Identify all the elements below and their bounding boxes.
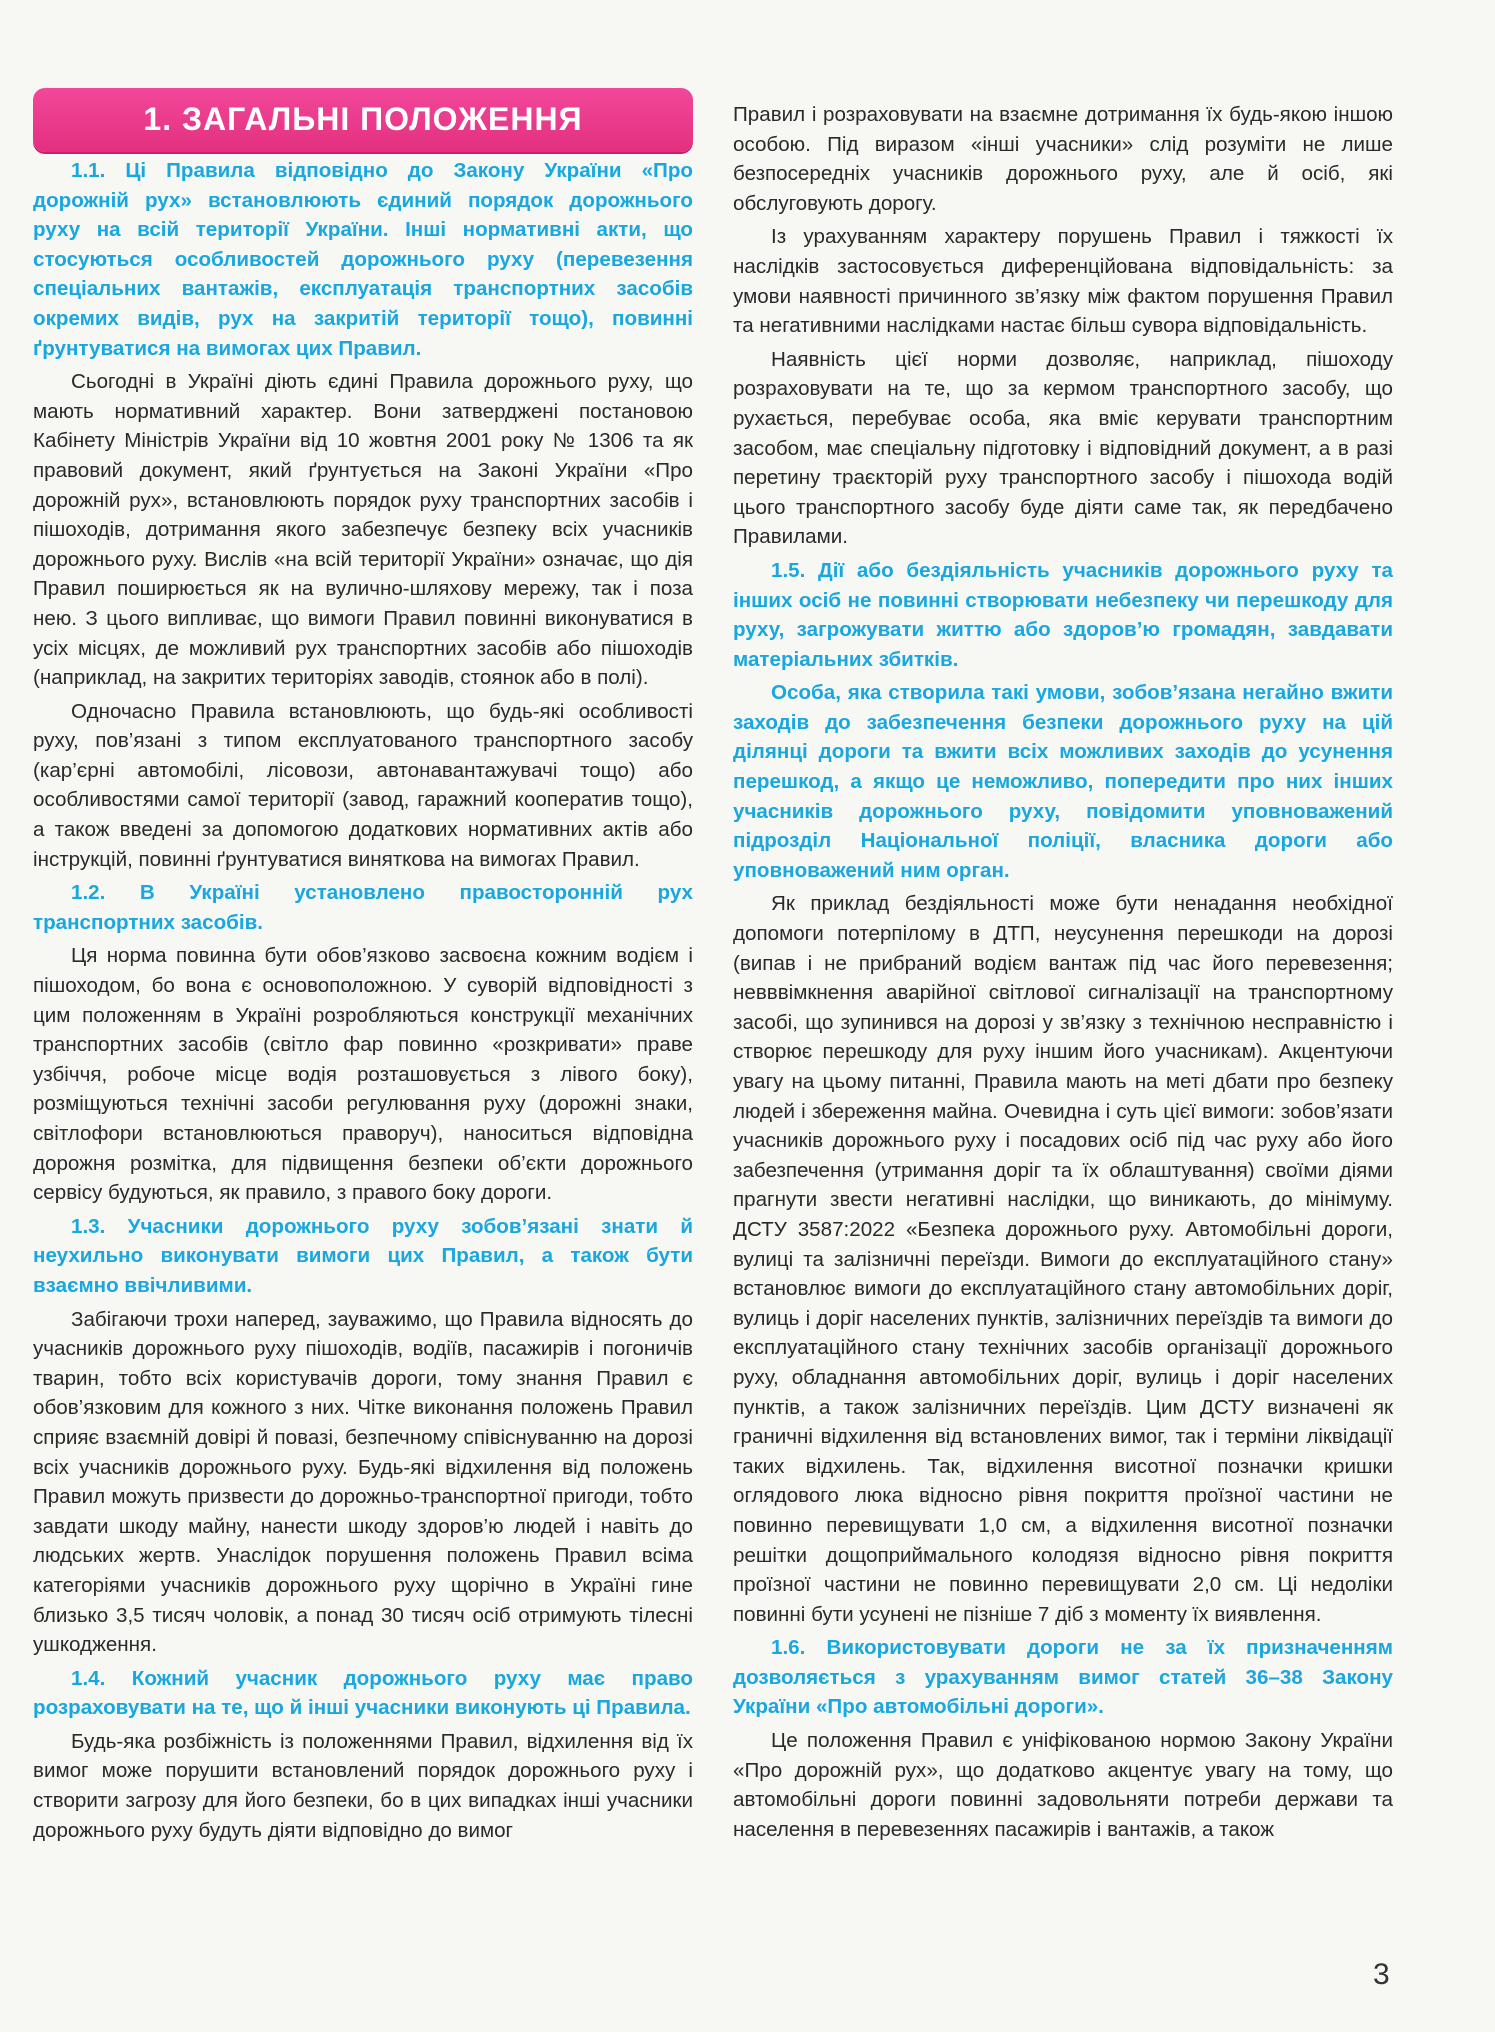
left-column <box>33 88 693 1849</box>
section-heading <box>33 88 693 152</box>
paragraph: Сьогодні в Україні діють єдині Правила дорожнього руху, що мають нормативний характер. Вони затверджені постановою Кабінету Міністрів України від 10 жовтня 2001 року № 1306 та як правовий документ, який ґрунтується на Законі України «Про дорожній рух», встановлюють порядок руху транспортних засобів і пішоходів, дотримання якого забезпечує безпеку всіх учасників дорожнього руху. Вислів «на всій території України» означає, що дія Правил поширюється як на вулично-шляхову мережу, так і поза нею. З цього випливає, що вимоги Правил повинні виконуватися в усіх місцях, де можливий рух транспортних засобів або пішоходів (наприклад, на закритих територіях заводів, стоянок або в полі). <box>33 370 693 690</box>
paragraph: Як приклад бездіяльності може бути ненадання необхідної допомоги потерпілому в ДТП, неусунення перешкоди на дорозі (випав і не прибраний водієм вантаж під час його перевезення; невввімкнення аварійної світлової сигналізації на транспортному засобі, що зупинився на дорозі у зв’язку з технічною несправністю і створює перешкоду для руху іншим його учасникам). Акцентуючи увагу на цьому питанні, Правила мають на меті дбати про безпеку людей і збереження майна. Очевидна і суть цієї вимоги: зобов’язати учасників дорожнього руху і посадових осіб під час руху або його забезпечення (утримання доріг та їх облаштування) своїми діями прагнути звести негативні наслідки, що виникають, до мінімуму. ДСТУ 3587:2022 «Безпека дорожнього руху. Автомобільні дороги, вулиці та залізничні переїзди. Вимоги до експлуатаційного стану» встановлює вимоги до експлуатаційного стану автомобільних доріг, вулиць і доріг населених пунктів, залізничних переїздів та вимоги до експлуатаційного стану технічних засобів організації дорожнього руху, обладнання автомобільних доріг, вулиць і доріг населених пунктів, а також залізничних переїздів. Цим ДСТУ визначені як граничні відхилення від встановлених вимог, так і терміни ліквідації таких відхилень. Так, відхилення висотної позначки кришки оглядового люка відносно рівня покриття проїзної частини не повинно перевищувати 1,0 см, а відхилення висотної позначки решітки дощоприймального колодязя відносно рівня покриття проїзної частини не повинно перевищувати 2,0 см. Ці недоліки повинні бути усунені не пізніше 7 діб з моменту їх виявлення. <box>733 892 1393 1626</box>
page-number: 3 <box>1373 1958 1390 1991</box>
rule-1-2: 1.2. В Україні установлено правосторонній рух транспортних засобів. <box>33 881 693 934</box>
paragraph: Ця норма повинна бути обов’язково засвоєна кожним водієм і пішоходом, бо вона є основоположною. У суворій відповідності з цим положенням в Україні розробляються конструкції механічних транспортних засобів (світло фар повинно «розкривати» праве узбіччя, робоче місце водія розташовується з лівого боку), розміщуються технічні засоби регулювання руху (дорожні знаки, світлофори встановлюються праворуч), наноситься відповідна дорожня розмітка, для підвищення безпеки об’єкти дорожнього сервісу будуються, як правило, з правого боку дороги. <box>33 944 693 1205</box>
paragraph: Наявність цієї норми дозволяє, наприклад, пішоходу розраховувати на те, що за кермом транспортного засобу, що рухається, перебуває особа, яка вміє керувати транспортним засобом, має спеціальну підготовку і відповідний документ, а в разі перетину траєкторій руху транспортного засобу і пішохода водій цього транспортного засобу буде діяти саме так, як передбачено Правилами. <box>733 347 1393 549</box>
paragraph: Одночасно Правила встановлюють, що будь-які особливості руху, пов’язані з типом експлуатованого транспортного засобу (кар’єрні автомобілі, лісовози, автонавантажувачі тощо) або особливостями самої території (завод, гаражний кооператив тощо), а також введені за допомогою додаткових нормативних актів або інструкцій, повинні ґрунтуватися виняткова на вимогах Правил. <box>33 699 693 871</box>
section-title: 1. ЗАГАЛЬНІ ПОЛОЖЕННЯ <box>143 101 583 138</box>
right-column <box>733 100 1393 1848</box>
rule-1-5: 1.5. Дії або бездіяльність учасників дорожнього руху та інших осіб не повинні створювати небезпеку чи перешкоду для руху, загрожувати життю або здоров’ю громадян, завдавати матеріальних збитків. <box>733 558 1393 671</box>
paragraph: Із урахуванням характеру порушень Правил і тяжкості їх наслідків застосовується диференційована відповідальність: за умови наявності причинного зв’язку між фактом порушення Правил та негативними наслідками настає більш сувора відповідальність. <box>733 225 1393 338</box>
paragraph-continued: Правил і розраховувати на взаємне дотримання їх будь-якою іншою особою. Під виразом «інші учасники» слід розуміти не лише безпосередніх учасників дорожнього руху, але й осіб, які обслуговують дорогу. <box>733 103 1393 215</box>
rule-1-3: 1.3. Учасники дорожнього руху зобов’язані знати й неухильно виконувати вимоги цих Правил, а також бути взаємно ввічливими. <box>33 1214 693 1297</box>
paragraph: Будь-яка розбіжність із положеннями Правил, відхилення від їх вимог може порушити встановлений порядок дорожнього руху і створити загрозу для його безпеки, бо в цих випадках інші учасники дорожнього руху будуть діяти відповідно до вимог <box>33 1729 693 1842</box>
rule-1-5-continued: Особа, яка створила такі умови, зобов’язана негайно вжити заходів до забезпечення безпеки дорожнього руху на цій ділянці дороги та вжити всіх можливих заходів до усунення перешкод, а якщо це неможливо, попередити про них інших учасників дорожнього руху, повідомити уповноважений підрозділ Національної поліції, власника дороги або уповноважений ним орган. <box>733 681 1393 882</box>
rule-1-4: 1.4. Кожний учасник дорожнього руху має право розраховувати на те, що й інші учасники виконують ці Правила. <box>33 1666 693 1720</box>
paragraph: Це положення Правил є уніфікованою нормою Закону України «Про дорожній рух», що додатково акцентує увагу на тому, що автомобільні дороги повинні задовольняти потреби держави та населення в перевезеннях пасажирів і вантажів, а також <box>733 1729 1393 1841</box>
rule-1-6: 1.6. Використовувати дороги не за їх призначенням дозволяється з урахуванням вимог статей 36–38 Закону України «Про автомобільні дороги». <box>733 1636 1393 1719</box>
rule-1-1: 1.1. Ці Правила відповідно до Закону України «Про дорожній рух» встановлюють єдиний порядок дорожнього руху на всій території України. Інші нормативні акти, що стосуються особливостей дорожнього руху (перевезення спеціальних вантажів, експлуатація транспортних засобів окремих видів, рух на закритій території тощо), повинні ґрунтуватися на вимогах цих Правил. <box>33 159 693 360</box>
paragraph: Забігаючи трохи наперед, зауважимо, що Правила відносять до учасників дорожнього руху пішоходів, водіїв, пасажирів і погоничів тварин, тобто всіх користувачів дороги, тому знання Правил є обов’язковим для кожного з них. Чітке виконання положень Правил сприяє взаємній довірі й повазі, безпечному співіснуванню на дорозі всіх учасників дорожнього руху. Будь-які відхилення від положень Правил можуть призвести до дорожньо-транспортної пригоди, тобто завдати шкоду майну, нанести шкоду здоров’ю людей і навіть до людських жертв. Унаслідок порушення положень Правил всіма категоріями учасників дорожнього руху щорічно в Україні гине близько 3,5 тисяч чоловік, а понад 30 тисяч осіб отримують тілесні ушкодження. <box>33 1307 693 1657</box>
